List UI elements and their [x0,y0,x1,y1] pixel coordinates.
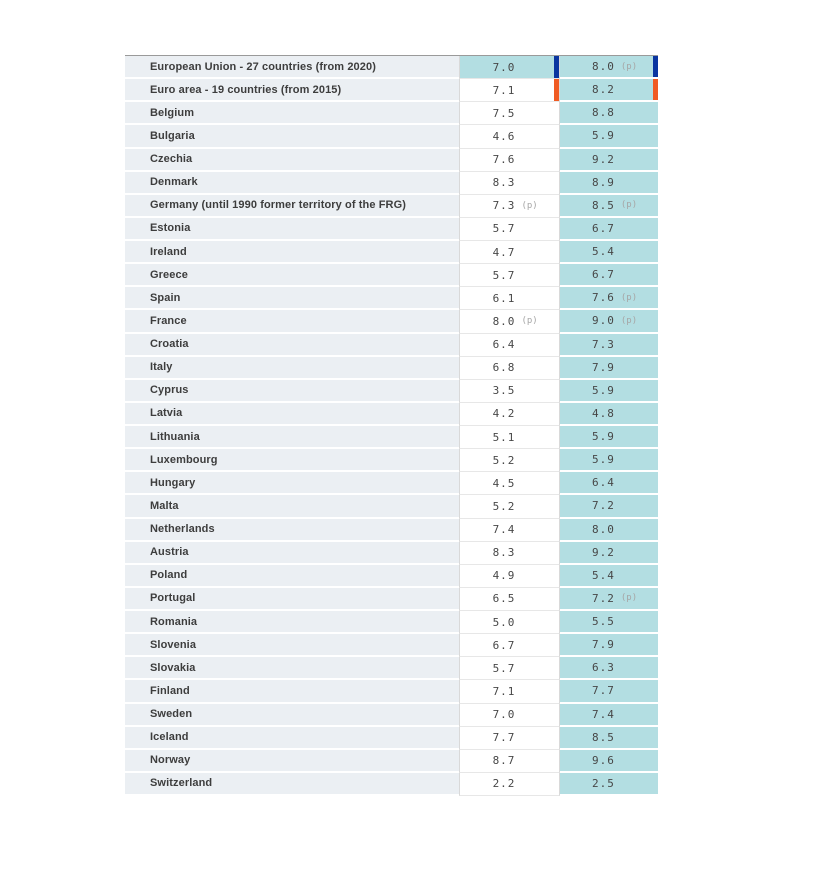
value-cell-2 [560,357,658,380]
value-cell-2 [560,634,658,657]
value-cell-2 [560,611,658,634]
value-cell-2 [560,495,658,518]
table-row [125,426,658,449]
value-1: 5.0 [492,615,516,629]
value-2: 6.4 [592,476,615,490]
table-row [125,727,658,750]
country-label: Austria [125,542,459,565]
country-label: Sweden [125,704,459,727]
value-1: 6.1 [492,291,516,305]
value-cell-1 [459,357,560,380]
flag-1: (p) [521,200,538,211]
value-cell-1 [459,195,560,218]
value-2: 9.6 [592,753,615,767]
value-cell-1 [459,750,560,773]
country-label: Lithuania [125,426,459,449]
value-cell-1 [459,172,560,195]
value-cell-2 [560,449,658,472]
country-label: European Union - 27 countries (from 2020) [125,56,459,79]
value-cell-1 [459,403,560,426]
value-1: 5.1 [492,430,516,444]
table-row [125,357,658,380]
value-2: 8.5 [592,730,615,744]
value-1: 6.5 [492,592,516,606]
value-cell-1 [459,102,560,125]
row-marker-icon [554,79,559,101]
value-1: 7.7 [492,731,516,745]
value-cell-1 [459,680,560,703]
country-label: Poland [125,565,459,588]
table-row [125,79,658,102]
table-row [125,472,658,495]
value-cell-2 [560,149,658,172]
country-label: Germany (until 1990 former territory of the FRG) [125,195,459,218]
value-1: 5.2 [492,453,516,467]
value-cell-1 [459,287,560,310]
value-cell-1 [459,472,560,495]
value-1: 2.2 [492,777,516,791]
table-row [125,56,658,79]
value-1: 7.0 [492,708,516,722]
value-cell-2 [560,334,658,357]
value-cell-2 [560,79,658,102]
value-2: 5.9 [592,383,615,397]
country-label: Denmark [125,172,459,195]
value-2: 8.2 [592,83,615,97]
value-cell-2 [560,380,658,403]
value-2: 8.8 [592,106,615,120]
value-1: 7.5 [492,106,516,120]
country-label: Iceland [125,727,459,750]
country-label: Romania [125,611,459,634]
flag-2: (p) [620,200,638,211]
row-marker-icon [653,56,658,77]
table-row [125,102,658,125]
value-1: 6.8 [492,361,516,375]
table-row [125,773,658,796]
value-cell-1 [459,79,560,102]
value-cell-1 [459,426,560,449]
value-1: 5.7 [492,222,516,236]
table-row [125,704,658,727]
country-label: Netherlands [125,519,459,542]
value-cell-1 [459,565,560,588]
value-2: 7.9 [592,360,615,374]
table-row [125,241,658,264]
value-cell-1 [459,542,560,565]
value-1: 7.0 [492,60,516,74]
table-row [125,611,658,634]
table-row [125,310,658,333]
value-1: 5.2 [492,499,516,513]
value-2: 7.7 [592,684,615,698]
value-2: 8.9 [592,175,615,189]
value-cell-1 [459,611,560,634]
value-cell-1 [459,727,560,750]
table-row [125,680,658,703]
value-cell-2 [560,588,658,611]
value-cell-1 [459,449,560,472]
country-label: Hungary [125,472,459,495]
value-cell-2 [560,750,658,773]
value-1: 4.6 [492,129,516,143]
country-label: France [125,310,459,333]
data-table [125,55,658,796]
value-1: 4.9 [492,569,516,583]
table-row [125,657,658,680]
country-label: Luxembourg [125,449,459,472]
value-1: 5.7 [492,661,516,675]
value-cell-2 [560,657,658,680]
value-cell-1 [459,264,560,287]
value-cell-2 [560,287,658,310]
value-1: 8.0 [492,314,516,328]
table-row [125,519,658,542]
value-1: 8.7 [492,754,516,768]
value-cell-1 [459,773,560,796]
value-cell-2 [560,102,658,125]
flag-2: (p) [620,593,638,604]
country-label: Finland [125,680,459,703]
value-cell-2 [560,519,658,542]
value-cell-2 [560,125,658,148]
table-row [125,149,658,172]
value-cell-2 [560,218,658,241]
country-label: Switzerland [125,773,459,796]
value-cell-1 [459,634,560,657]
value-cell-1 [459,241,560,264]
country-label: Slovakia [125,657,459,680]
country-label: Bulgaria [125,125,459,148]
value-cell-2 [560,542,658,565]
value-1: 4.7 [492,245,516,259]
country-label: Latvia [125,403,459,426]
value-cell-1 [459,519,560,542]
value-1: 4.5 [492,476,516,490]
value-1: 3.5 [492,384,516,398]
value-2: 5.4 [592,568,615,582]
value-2: 7.9 [592,638,615,652]
flag-1: (p) [521,316,538,327]
value-cell-2 [560,56,658,79]
value-2: 8.0 [592,60,615,74]
value-cell-1 [459,495,560,518]
table-row [125,588,658,611]
value-1: 8.3 [492,546,516,560]
value-cell-2 [560,172,658,195]
value-cell-2 [560,773,658,796]
country-label: Belgium [125,102,459,125]
table-row [125,565,658,588]
country-label: Portugal [125,588,459,611]
table-row [125,495,658,518]
value-cell-1 [459,56,560,79]
table-row [125,634,658,657]
value-2: 8.0 [592,522,615,536]
table-row [125,750,658,773]
value-2: 9.0 [592,314,615,328]
value-2: 9.2 [592,545,615,559]
value-cell-2 [560,195,658,218]
flag-2: (p) [620,292,638,303]
country-label: Croatia [125,334,459,357]
table-row [125,172,658,195]
value-2: 5.9 [592,129,615,143]
country-label: Ireland [125,241,459,264]
country-label: Euro area - 19 countries (from 2015) [125,79,459,102]
value-2: 2.5 [592,776,615,790]
value-1: 7.1 [492,83,516,97]
value-1: 5.7 [492,268,516,282]
value-cell-2 [560,704,658,727]
value-cell-2 [560,310,658,333]
value-2: 9.2 [592,152,615,166]
country-label: Norway [125,750,459,773]
flag-2: (p) [620,61,638,72]
country-label: Malta [125,495,459,518]
value-cell-1 [459,125,560,148]
country-label: Cyprus [125,380,459,403]
value-2: 4.8 [592,406,615,420]
table-row [125,218,658,241]
value-2: 8.5 [592,198,615,212]
value-cell-1 [459,657,560,680]
value-1: 6.4 [492,338,516,352]
value-1: 7.4 [492,523,516,537]
table-row [125,125,658,148]
value-2: 5.4 [592,245,615,259]
country-label: Czechia [125,149,459,172]
value-2: 5.9 [592,453,615,467]
table-row [125,380,658,403]
table-row [125,449,658,472]
value-cell-1 [459,588,560,611]
value-cell-1 [459,380,560,403]
value-cell-1 [459,310,560,333]
value-2: 7.3 [592,337,615,351]
value-1: 7.1 [492,684,516,698]
value-cell-1 [459,334,560,357]
value-1: 8.3 [492,176,516,190]
table-row [125,287,658,310]
country-label: Slovenia [125,634,459,657]
value-cell-1 [459,149,560,172]
table-row [125,542,658,565]
value-2: 5.5 [592,615,615,629]
value-2: 6.7 [592,268,615,282]
table-row [125,334,658,357]
value-2: 7.2 [592,499,615,513]
value-2: 5.9 [592,430,615,444]
row-marker-icon [653,79,658,100]
value-1: 6.7 [492,638,516,652]
row-marker-icon [554,56,559,78]
table-row [125,403,658,426]
value-cell-2 [560,680,658,703]
value-cell-1 [459,218,560,241]
value-cell-2 [560,727,658,750]
value-2: 7.2 [592,591,615,605]
value-cell-1 [459,704,560,727]
value-2: 7.4 [592,707,615,721]
value-cell-2 [560,264,658,287]
value-cell-2 [560,403,658,426]
value-cell-2 [560,426,658,449]
value-cell-2 [560,241,658,264]
country-label: Greece [125,264,459,287]
value-cell-2 [560,565,658,588]
country-label: Italy [125,357,459,380]
value-2: 7.6 [592,291,615,305]
value-cell-2 [560,472,658,495]
country-label: Spain [125,287,459,310]
table-row [125,195,658,218]
value-2: 6.7 [592,221,615,235]
value-1: 4.2 [492,407,516,421]
country-label: Estonia [125,218,459,241]
table-row [125,264,658,287]
flag-2: (p) [620,315,638,326]
value-1: 7.3 [492,199,516,213]
value-1: 7.6 [492,153,516,167]
value-2: 6.3 [592,661,615,675]
